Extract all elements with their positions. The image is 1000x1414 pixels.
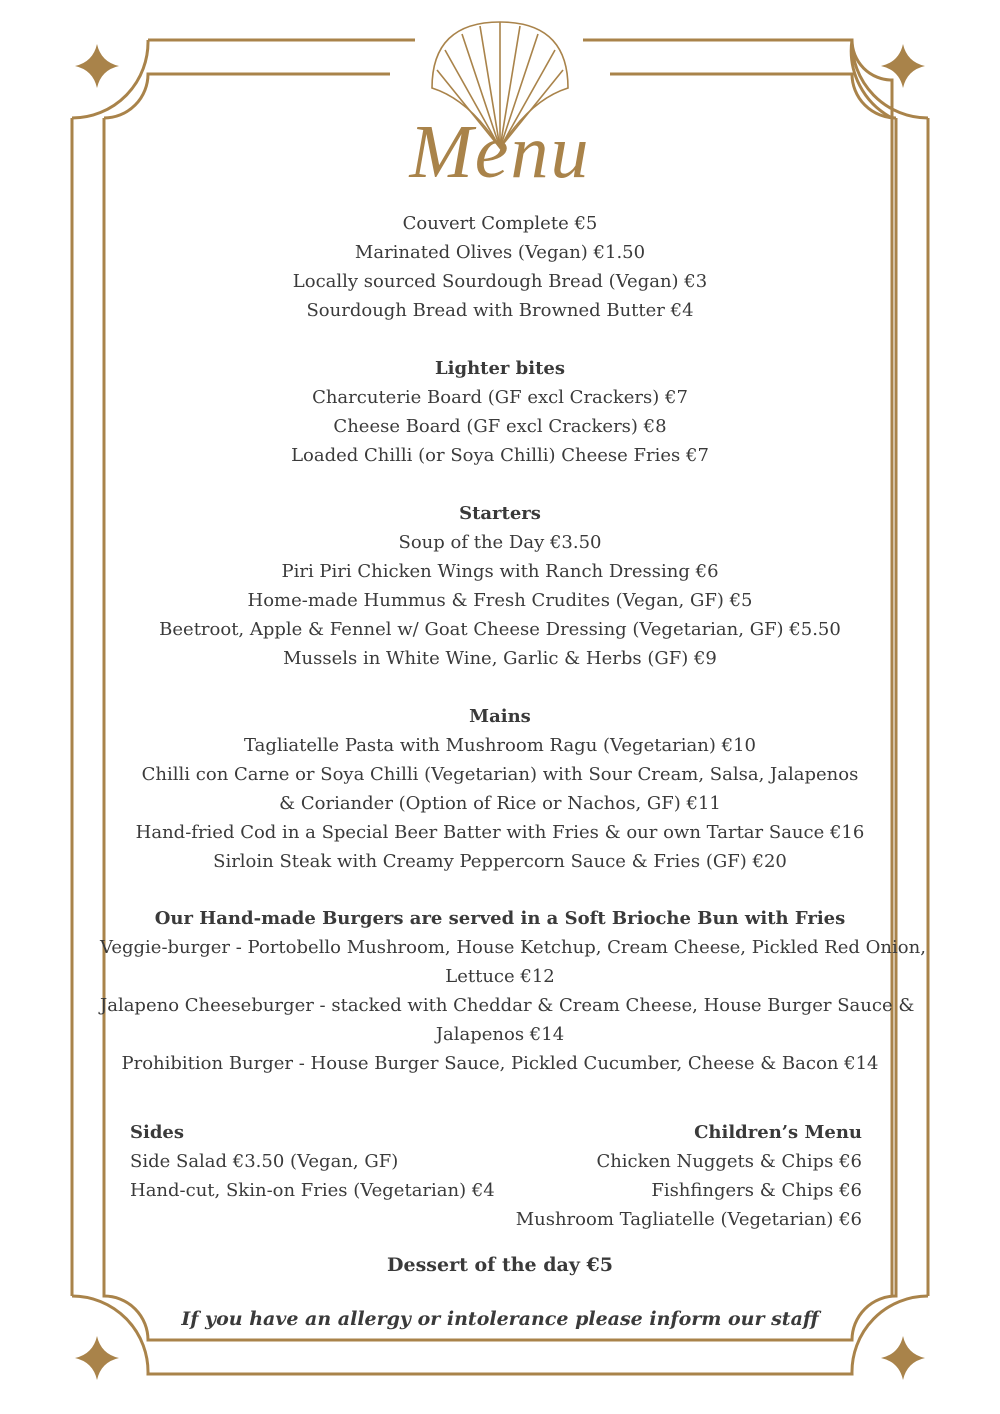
menu-item: Chicken Nuggets & Chips €6 <box>596 1151 862 1172</box>
menu-title: Menu <box>409 110 591 194</box>
star-icon <box>75 1336 119 1380</box>
childrens-menu-section <box>502 1118 862 1234</box>
menu-item: Fishfingers & Chips €6 <box>651 1180 862 1201</box>
menu-item: Mussels in White Wine, Garlic & Herbs (GF) €9 <box>283 648 717 669</box>
menu-item: Lettuce €12 <box>445 966 555 987</box>
menu-item: Cheese Board (GF excl Crackers) €8 <box>333 416 667 437</box>
star-icon <box>881 1336 925 1380</box>
menu-item: Marinated Olives (Vegan) €1.50 <box>354 242 646 263</box>
menu-item: Jalapenos €14 <box>435 1024 565 1045</box>
sides-section <box>130 1118 495 1205</box>
menu-item: Beetroot, Apple & Fennel w/ Goat Cheese Dressing (Vegetarian, GF) €5.50 <box>159 619 841 640</box>
menu-item: Loaded Chilli (or Soya Chilli) Cheese Fries €7 <box>291 445 709 466</box>
star-icon <box>881 44 925 88</box>
section-heading: Mains <box>469 706 531 727</box>
menu-item: Prohibition Burger - House Burger Sauce, Pickled Cucumber, Cheese & Bacon €14 <box>121 1053 879 1074</box>
section-heading: Lighter bites <box>434 358 565 379</box>
menu-item: Piri Piri Chicken Wings with Ranch Dressing €6 <box>281 561 719 582</box>
menu-item: Couvert Complete €5 <box>402 213 598 234</box>
lighter-bites-section <box>100 354 900 470</box>
menu-item: Side Salad €3.50 (Vegan, GF) <box>130 1151 399 1172</box>
dessert-line: Dessert of the day €5 <box>387 1254 613 1276</box>
section-heading: Starters <box>459 503 541 524</box>
mains-section <box>100 702 900 876</box>
menu-item: Veggie-burger - Portobello Mushroom, House Ketchup, Cream Cheese, Pickled Red Onion, <box>100 937 926 958</box>
section-heading: Our Hand-made Burgers are served in a Soft Brioche Bun with Fries <box>154 908 846 929</box>
menu-item: Sirloin Steak with Creamy Peppercorn Sauce & Fries (GF) €20 <box>213 851 787 872</box>
allergy-note: If you have an allergy or intolerance please inform our staff <box>181 1308 819 1330</box>
menu-item: & Coriander (Option of Rice or Nachos, GF) €11 <box>279 793 721 814</box>
star-icon <box>75 44 119 88</box>
menu-item: Hand-cut, Skin-on Fries (Vegetarian) €4 <box>130 1180 495 1201</box>
menu-item: Tagliatelle Pasta with Mushroom Ragu (Vegetarian) €10 <box>244 735 756 756</box>
menu-item: Soup of the Day €3.50 <box>398 532 602 553</box>
menu-item: Mushroom Tagliatelle (Vegetarian) €6 <box>515 1209 862 1230</box>
section-heading: Sides <box>130 1122 185 1143</box>
menu-item: Sourdough Bread with Browned Butter €4 <box>306 300 694 321</box>
section-heading: Children’s Menu <box>694 1122 862 1143</box>
menu-item: Locally sourced Sourdough Bread (Vegan) €3 <box>292 271 708 292</box>
menu-item: Jalapeno Cheeseburger - stacked with Cheddar & Cream Cheese, House Burger Sauce & <box>100 995 915 1016</box>
menu-item: Home-made Hummus & Fresh Crudites (Vegan, GF) €5 <box>247 590 753 611</box>
menu-item: Charcuterie Board (GF excl Crackers) €7 <box>312 387 688 408</box>
menu-item: Chilli con Carne or Soya Chilli (Vegetarian) with Sour Cream, Salsa, Jalapenos <box>141 764 859 785</box>
burgers-section <box>100 904 926 1078</box>
starters-section <box>100 499 900 673</box>
couvert-section <box>100 209 900 325</box>
menu-item: Hand-fried Cod in a Special Beer Batter with Fries & our own Tartar Sauce €16 <box>135 822 865 843</box>
